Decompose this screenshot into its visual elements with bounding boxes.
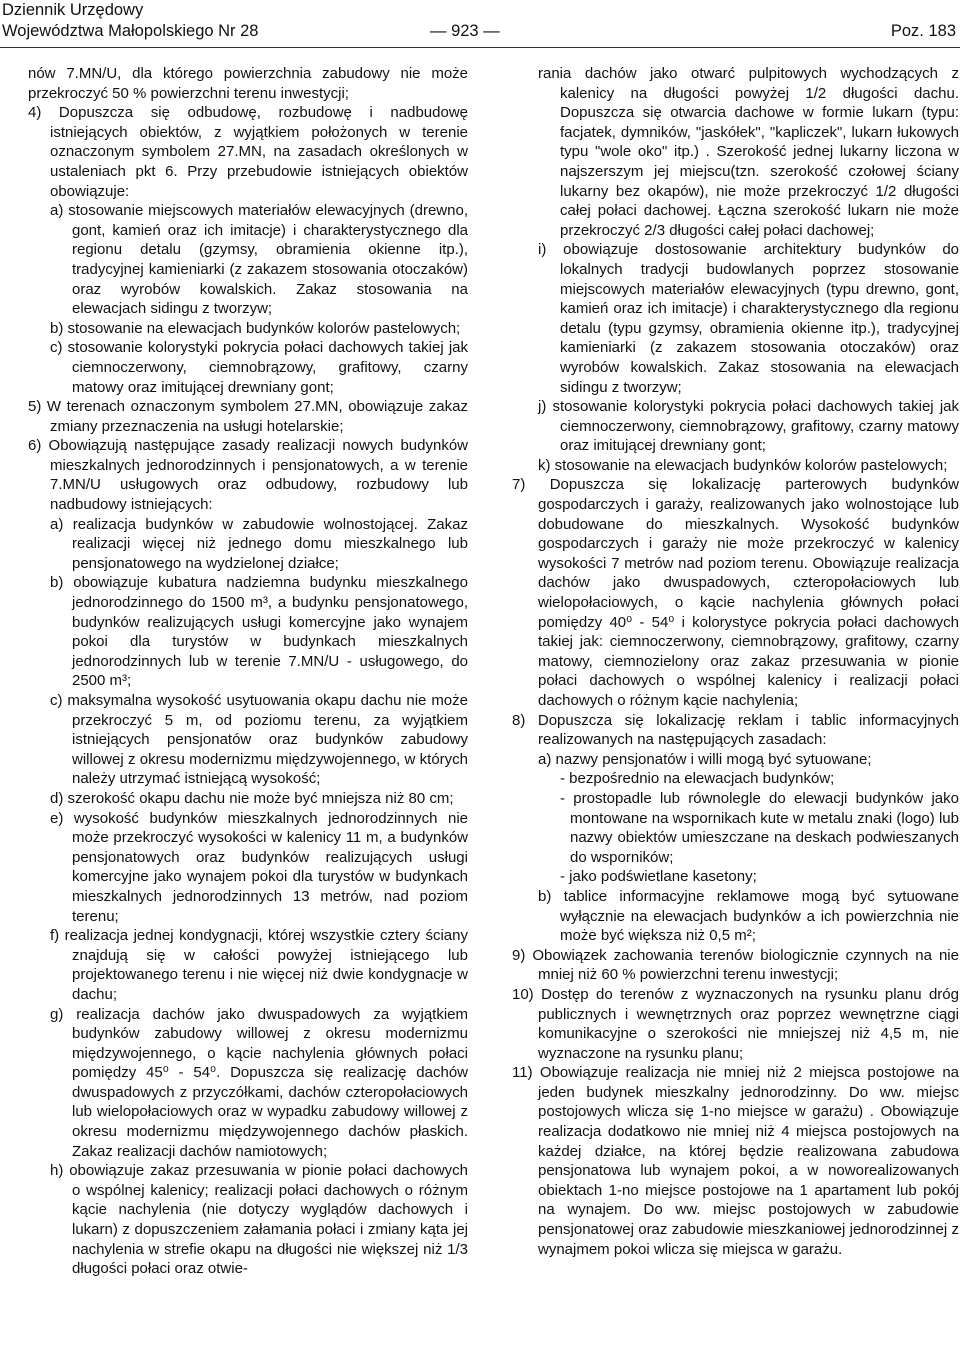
paragraph: 6) Obowiązują następujące zasady realizacji nowych budynków mieszkalnych jednorodzinnych i pensjonatowych, a w terenie 7.MN/U usługowych oraz odbudowy, rozbudowy lub nadbudowy istniejących: — [28, 437, 468, 514]
paragraph: 10) Dostęp do terenów z wyznaczonych na rysunku planu dróg publicznych i wewnętrznych oraz poprzez wewnętrzne ciągi komunikacyjne o szerokości nie mniejszej niż 4,5 m, nie wyznaczone na rysunku planu; — [512, 985, 959, 1062]
journal-title: Dziennik Urzędowy — [2, 1, 144, 19]
paragraph: b) tablice informacyjne reklamowe mogą być sytuowane wyłącznie na elewacjach budynków a ich powierzchnia nie może być większa niż 0,5 m²; — [538, 887, 959, 945]
paragraph: 7) Dopuszcza się lokalizację parterowych budynków gospodarczych i garaży, realizowanych jako wolnostojące lub dobudowane do mieszkalnych. Wysokość budynków gospodarczych i garaży nie może przekroczyć w kalenicy wysokości 7 metrów nad poziom terenu. Obowiązuje realizacja dachów jako dwuspadowych, czteropołaciowych lub wielopołaciowych, o kącie nachylenia głównych połaci pomiędzy 40⁰ - 54⁰ i kolorystyce pokrycia połaci dachowych takiej jak: ciemnoczerwony, ciemnobrązowy, grafitowy, czarny matowy, ciemnozielony oraz zakaz przesuwania w pionie połaci dachowych o wspólnej kalenicy i realizacji połaci dachowych o różnym kącie nachylenia; — [512, 476, 959, 709]
right-column — [512, 64, 959, 1259]
paragraph: a) nazwy pensjonatów i willi mogą być sytuowane; — [538, 750, 872, 768]
paragraph: a) stosowanie miejscowych materiałów elewacyjnych (drewno, gont, kamień oraz ich imitacje) i charakterystycznego dla regionu detalu (gzymsy, obramienia okienne itp.), tradycyjnej kamieniarki (z zakazem stosowania otoczaków) oraz wyrobów kowalskich. Zakaz stosowania na elewacjach sidingu z tworzyw; — [50, 202, 468, 318]
paragraph: i) obowiązuje dostosowanie architektury budynków do lokalnych tradycji budowlanych poprzez stosowanie miejscowych materiałów elewacyjnych (typu drewno, gont, kamień oraz ich imitacje) i charakterystycznego dla regionu detalu (typu gzymsy, obramienia okienne itp.), tradycyjnej kamieniarki (z zakazem stosowania otoczaków) oraz wyrobów kowalskich. Zakaz stosowania na elewacjach sidingu z tworzyw; — [538, 241, 959, 396]
paragraph: nów 7.MN/U, dla którego powierzchnia zabudowy nie może przekroczyć 50 % powierzchni terenu inwestycji; — [28, 65, 468, 102]
paragraph: rania dachów jako otwarć pulpitowych wychodzących z kalenicy na długości powyżej 1/2 długości dachu. Dopuszcza się otwarcia dachowe w formie lukarn (typu: facjatek, dymników, "jaskółek", "kapliczek", lukarn łukowych typu "wole oko" itp.) . Szerokość jednej lukarny liczona w najszerszym jej miejscu(tzn. szerokość czołowej ściany lukarny bez okapów), nie może przekroczyć 1/2 długości całej połaci dachowej. Łączna szerokość lukarn nie może przekroczyć 2/3 długości całej połaci dachowej; — [538, 65, 959, 239]
journal-issue: Województwa Małopolskiego Nr 28 — [2, 22, 259, 40]
position-number: Poz. 183 — [890, 22, 956, 40]
paragraph: f) realizacja jednej kondygnacji, której wszystkie cztery ściany znajdują się w całości powyżej istniejącego lub projektowanego terenu i nie więcej niż dwie kondygnacje w dachu; — [50, 927, 468, 1003]
paragraph: - bezpośrednio na elewacjach budynków; — [560, 770, 835, 788]
paragraph: 11) Obowiązuje realizacja nie mniej niż 2 miejsca postojowe na jeden budynek mieszkalny jednorodzinny. Do ww. miejsc postojowych wlicza się 1-no miejsce w garażu) . Obowiązuje realizacja dodatkowo nie mniej niż 4 miejsca postojowych na każdej działce, na której będzie realizowana zabudowa pensjonatowa lub wynajem pokoi, a w noworealizowanych obiektach 1-no miejsce postojowe na 1 apartament lub pokój na wynajem. Do ww. miejsc postojowych w zabudowie pensjonatowej oraz zabudowie mieszkaniowej jednorodzinnej z wynajmem pokoi wlicza się miejsca w garażu. — [512, 1064, 959, 1258]
left-column — [28, 64, 468, 1279]
paragraph: 8) Dopuszcza się lokalizację reklam i tablic informacyjnych realizowanych na następujących zasadach: — [512, 711, 959, 749]
paragraph: g) realizacja dachów jako dwuspadowych za wyjątkiem budynków zabudowy willowej z okresu modernizmu międzywojennego, o kącie nachylenia głównych połaci pomiędzy 45⁰ - 54⁰. Dopuszcza się realizację dachów dwuspadowych z przyczółkami, dachów czteropołaciowych lub wielopołaciowych oraz w wypadku zabudowy willowej z okresu modernizmu międzywojennego dachów płaskich. Zakaz realizacji dachów namiotowych; — [50, 1005, 468, 1160]
paragraph: 4) Dopuszcza się odbudowę, rozbudowę i nadbudowę istniejących obiektów, z wyjątkiem położonych w terenie oznaczonym symbolem 27.MN, na zasadach określonych w ustaleniach pkt 6. Przy przebudowie istniejących obiektów obowiązuje: — [28, 104, 468, 200]
paragraph: c) maksymalna wysokość usytuowania okapu dachu nie może przekroczyć 5 m, od poziomu terenu, za wyjątkiem istniejących pensjonatów oraz budynków zabudowy willowej z okresu modernizmu międzywojennego, w których należy utrzymać istniejącą wysokość; — [50, 692, 468, 788]
paragraph: b) stosowanie na elewacjach budynków kolorów pastelowych; — [50, 319, 461, 337]
header-divider — [0, 47, 960, 48]
paragraph: c) stosowanie kolorystyki pokrycia połaci dachowych takiej jak ciemnoczerwony, ciemnobrązowy, grafitowy, czarny matowy oraz imitującej drewniany gont; — [50, 339, 468, 396]
page-header — [0, 0, 960, 46]
paragraph: 9) Obowiązek zachowania terenów biologicznie czynnych na nie mniej niż 60 % powierzchni terenu inwestycji; — [512, 946, 959, 984]
paragraph: 5) W terenach oznaczonym symbolem 27.MN, obowiązuje zakaz zmiany przeznaczenia na usługi hotelarskie; — [28, 398, 468, 435]
paragraph: a) realizacja budynków w zabudowie wolnostojącej. Zakaz realizacji więcej niż jednego domu mieszkalnego lub pensjonatowego na wydzielonej działce; — [50, 515, 468, 572]
paragraph: b) obowiązuje kubatura nadziemna budynku mieszkalnego jednorodzinnego do 1500 m³, a budynku pensjonatowego, budynków realizujących usługi komercyjne jako wynajem pokoi dla turystów w budynkach mieszkalnych jednorodzinnych lub w terenie 7.MN/U - usługowego, do 2500 m³; — [50, 574, 468, 690]
paragraph: h) obowiązuje zakaz przesuwania w pionie połaci dachowych o wspólnej kalenicy; realizacji połaci dachowych o różnym kącie nachylenia (nie dotyczy wyglądów dachowych i lukarn) z dopuszczeniem załamania połaci i zmiany kąta jej nachylenia w strefie okapu na długości nie większej niż 1/3 długości połaci oraz otwie- — [50, 1162, 468, 1278]
page-number: — 923 — — [430, 22, 500, 40]
paragraph: - jako podświetlane kasetony; — [560, 868, 757, 886]
paragraph: k) stosowanie na elewacjach budynków kolorów pastelowych; — [538, 456, 948, 474]
paragraph: e) wysokość budynków mieszkalnych jednorodzinnych nie może przekroczyć wysokości w kalenicy 11 m, a budynków pensjonatowych oraz budynków realizujących usługi komercyjne jako wynajem pokoi dla turystów w budynkach mieszkalnych jednorodzinnych 13 metrów, nad poziom terenu; — [50, 809, 468, 925]
paragraph: j) stosowanie kolorystyki pokrycia połaci dachowych takiej jak ciemnoczerwony, ciemnobrązowy, grafitowy, czarny matowy oraz imitującej drewniany gont; — [538, 398, 959, 455]
paragraph: - prostopadle lub równolegle do elewacji budynków jako montowane na wspornikach kute w metalu znaki (logo) lub nazwy obiektów umieszczane na deskach podwieszanych do wsporników; — [560, 789, 959, 866]
paragraph: d) szerokość okapu dachu nie może być mniejsza niż 80 cm; — [50, 789, 454, 807]
